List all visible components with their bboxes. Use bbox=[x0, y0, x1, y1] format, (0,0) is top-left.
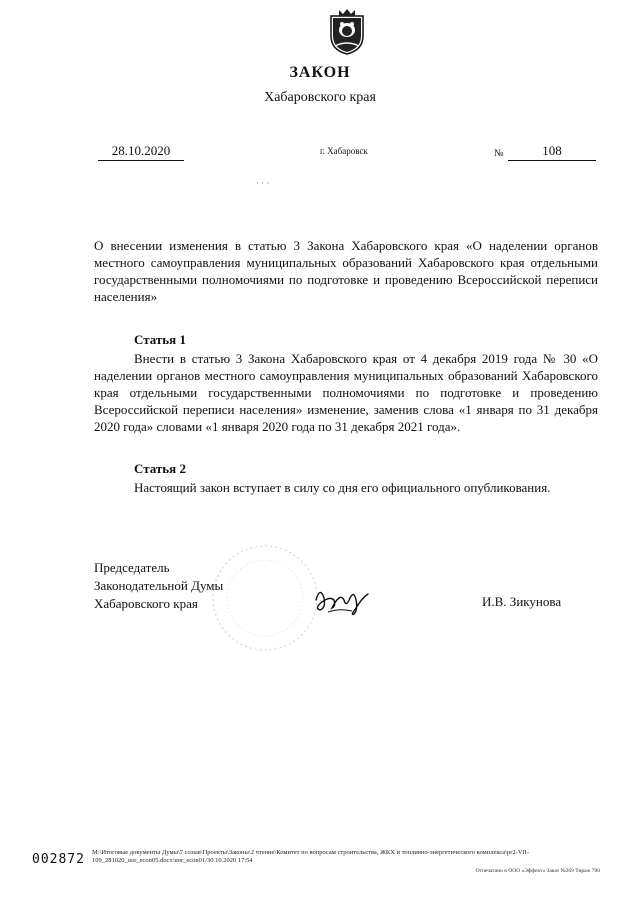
document-subtitle: Хабаровского края bbox=[264, 90, 376, 105]
article-2-title: Статья 2 bbox=[134, 461, 186, 476]
khabarovsk-coat-of-arms-icon bbox=[325, 6, 369, 56]
signatory-position bbox=[94, 559, 223, 613]
signatory-name: И.В. Зикунова bbox=[482, 594, 562, 609]
document-city: г. Хабаровск bbox=[320, 146, 368, 156]
handwritten-signature bbox=[310, 578, 374, 618]
article-2-text: Настоящий закон вступает в силу со дня его официального опубликования. bbox=[134, 480, 551, 495]
document-number: 108 bbox=[508, 143, 596, 161]
law-preamble: О внесении изменения в статью 3 Закона Хабаровского края «О наделении органов местного самоуправления муниципальных образований Хабаровского края отдельными государственными полномочиями по подготовке и проведению Всероссийской переписи населения» bbox=[94, 238, 598, 304]
number-label: № bbox=[494, 148, 504, 159]
document-title: ЗАКОН bbox=[289, 64, 351, 81]
position-line-1: Председатель bbox=[94, 560, 170, 575]
position-line-3: Хабаровского края bbox=[94, 596, 198, 611]
scan-marks: · · · bbox=[256, 178, 270, 188]
article-1-title: Статья 1 bbox=[134, 332, 186, 347]
article-1-text: Внести в статью 3 Закона Хабаровского края от 4 декабря 2019 года № 30 «О наделении органов местного самоуправления муниципальных образований Хабаровского края отдельными государственными полномочиями по подготовке и проведению Всероссийской переписи населения» изменение, заменив слова «1 января по 31 декабря 2020 года» словами «1 января 2020 года по 31 декабря 2021 года». bbox=[94, 351, 598, 434]
registration-number: 002872 bbox=[32, 852, 85, 867]
print-info: Отпечатано в ООО «Эффект» Заказ №269 Тираж 700 bbox=[475, 868, 600, 874]
file-path: М:\Итоговые документы Думы\7 созыв\Проекты\Законы\2 чтение\Комитет по вопросам строительства, ЖКХ и топливно-энергетического комплекса\pr2-VII-109_281020_uor_econ05.docx\uor_econ01/30.10.2020 17:54 bbox=[92, 849, 530, 864]
document-date: 28.10.2020 bbox=[98, 143, 184, 161]
position-line-2: Законодательной Думы bbox=[94, 578, 224, 593]
